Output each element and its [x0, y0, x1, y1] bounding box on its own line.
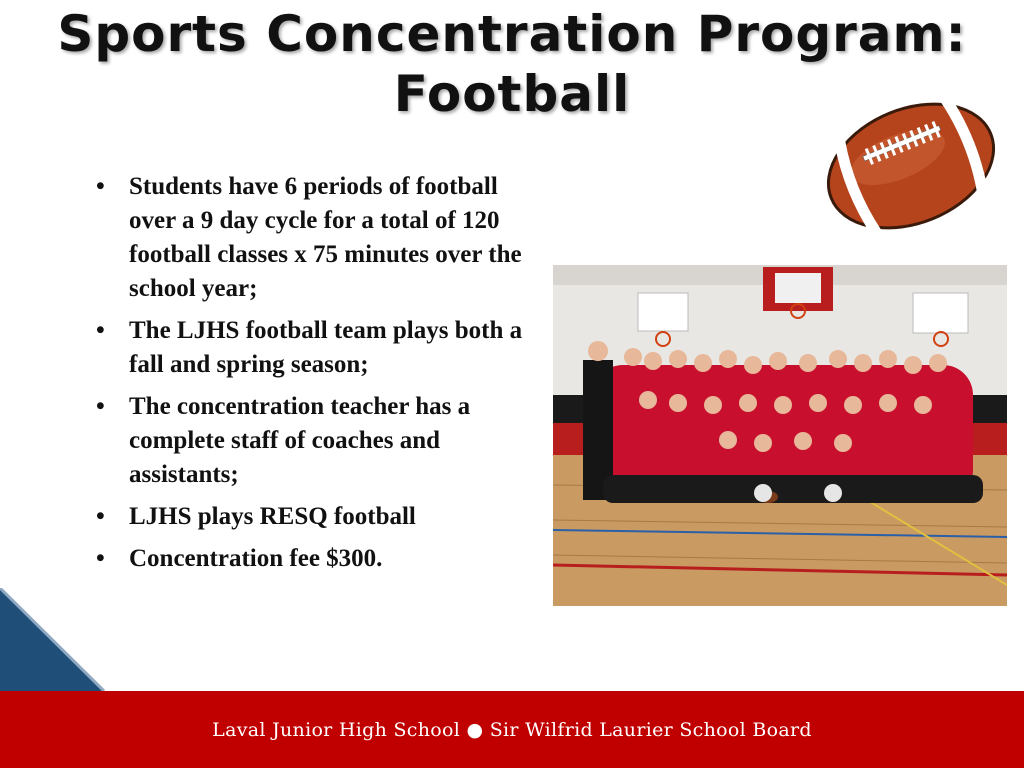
bullet-item	[96, 542, 541, 576]
bullet-dot: •	[96, 393, 105, 420]
bullet-dot: •	[96, 173, 105, 200]
bullet-item	[96, 314, 541, 382]
title-line-1: Sports Concentration Program:	[57, 5, 967, 63]
bullet-text: Concentration fee $300.	[129, 545, 383, 572]
bullet-item	[96, 170, 541, 306]
bullet-text: The LJHS football team plays both a fall and spring season;	[129, 317, 523, 378]
bullet-item	[96, 500, 541, 534]
bullet-item	[96, 390, 541, 492]
team-photo-image	[553, 265, 1007, 606]
bullet-dot: •	[96, 503, 105, 530]
footer-bar	[0, 691, 1024, 768]
bullet-list	[96, 170, 541, 584]
footer-text: Laval Junior High School ● Sir Wilfrid Laurier School Board	[212, 719, 812, 741]
bullet-text: The concentration teacher has a complete staff of coaches and assistants;	[129, 393, 471, 488]
bullet-text: Students have 6 periods of football over a 9 day cycle for a total of 120 football classes x 75 minutes over the school year;	[129, 173, 522, 302]
corner-triangle	[0, 588, 110, 693]
football-icon	[822, 95, 1000, 237]
title-line-2: Football	[393, 65, 631, 123]
bullet-text: LJHS plays RESQ football	[129, 503, 416, 530]
bullet-dot: •	[96, 545, 105, 572]
bullet-dot: •	[96, 317, 105, 344]
